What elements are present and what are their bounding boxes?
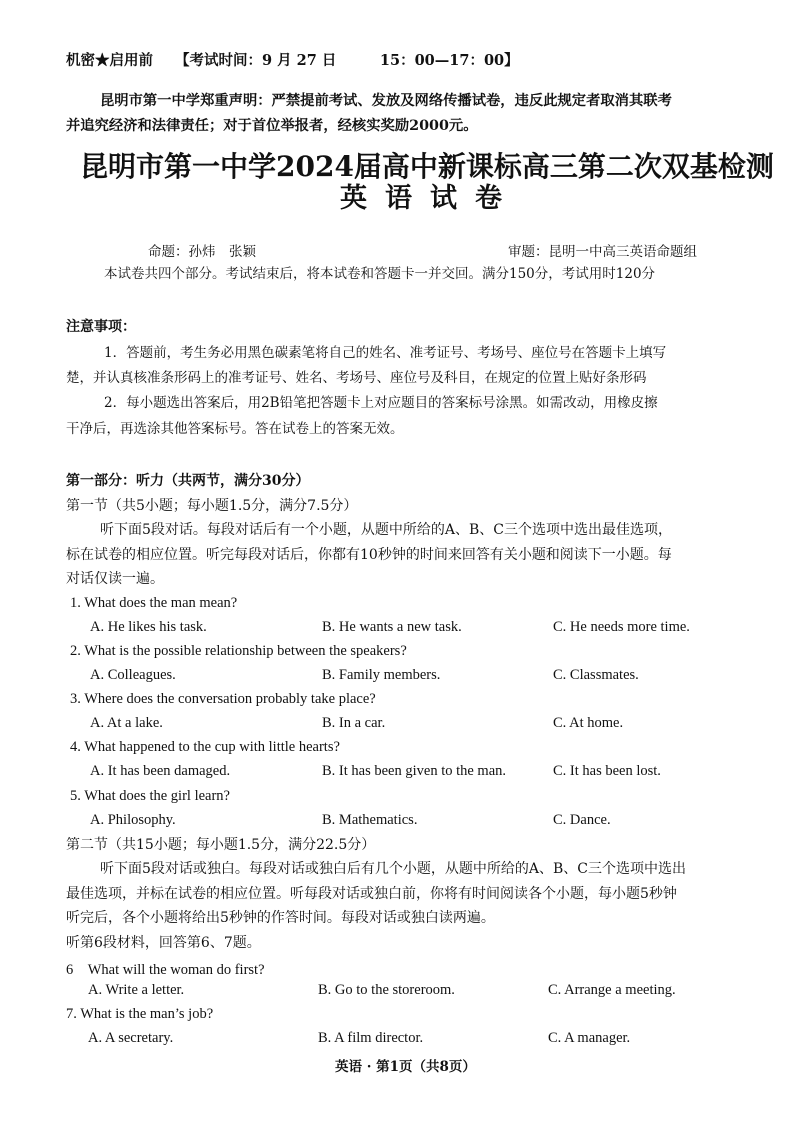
page-footer: 英语 · 第1页（共8页） [335, 1059, 476, 1075]
question-5-option-b: B. Mathematics. [322, 812, 418, 828]
question-1: 1. What does the man mean? [70, 595, 238, 611]
exam-subtitle: 英语试卷 [340, 183, 520, 214]
question-6: 6 What will the woman do first? [66, 962, 265, 978]
question-5: 5. What does the girl learn? [70, 788, 230, 804]
confidential-label: 机密★启用前 [66, 52, 153, 69]
question-2-option-a: A. Colleagues. [90, 667, 176, 683]
attention-heading: 注意事项： [66, 319, 136, 335]
question-4: 4. What happened to the cup with little hearts? [70, 739, 340, 755]
question-2-option-b: B. Family members. [322, 667, 441, 683]
question-1-option-a: A. He likes his task. [90, 619, 207, 635]
section1-instruction-line-1: 听下面5段对话。每段对话后有一个小题，从题中所给的A、B、C三个选项中选出最佳选项， [100, 522, 673, 538]
question-6-option-b: B. Go to the storeroom. [318, 982, 455, 998]
section2-instruction-line-3: 听完后，各个小题将给出5秒钟的作答时间。每段对话或独白读两遍。 [66, 910, 495, 926]
attention-item-1-line-1: 1．答题前，考生务必用黑色碳素笔将自己的姓名、准考证号、考场号、座位号在答题卡上填写 [104, 345, 667, 361]
section2-instruction-line-2: 最佳选项，并标在试卷的相应位置。听每段对话或独白前，你将有时间阅读各个小题，每小题5秒钟 [66, 886, 677, 902]
question-3-option-c: C. At home. [553, 715, 624, 731]
exam-time: 【考试时间：9 月 27 日 15：00—17：00】 [175, 52, 519, 69]
attention-item-2-line-2: 干净后，再选涂其他答案标号。答在试卷上的答案无效。 [66, 421, 404, 437]
setter-label: 命题：孙炜 张颖 [148, 244, 256, 260]
attention-item-1-line-2: 楚，并认真核准条形码上的准考证号、姓名、考场号、座位号及科目，在规定的位置上贴好条形码 [66, 370, 647, 386]
question-3: 3. Where does the conversation probably take place? [70, 691, 376, 707]
section1-heading: 第一节（共5小题；每小题1.5分，满分7.5分） [66, 498, 358, 514]
question-4-option-b: B. It has been given to the man. [322, 763, 507, 779]
reviewer-label: 审题：昆明一中高三英语命题组 [508, 244, 697, 260]
question-7-option-b: B. A film director. [318, 1030, 424, 1046]
question-3-option-b: B. In a car. [322, 715, 386, 731]
material-6-label: 听第6段材料，回答第6、7题。 [66, 935, 261, 951]
section2-instruction-line-1: 听下面5段对话或独白。每段对话或独白后有几个小题，从题中所给的A、B、C三个选项中选出 [100, 861, 687, 877]
section1-instruction-line-2: 标在试卷的相应位置。听完每段对话后，你都有10秒钟的时间来回答有关小题和阅读下一小题。每 [66, 547, 672, 563]
question-2: 2. What is the possible relationship between the speakers? [70, 643, 407, 659]
intro-text: 本试卷共四个部分。考试结束后，将本试卷和答题卡一并交回。满分150分，考试用时120分 [104, 266, 656, 282]
question-5-option-a: A. Philosophy. [90, 812, 176, 828]
question-6-option-a: A. Write a letter. [88, 982, 185, 998]
question-5-option-c: C. Dance. [553, 812, 611, 828]
exam-title: 昆明市第一中学2024届高中新课标高三第二次双基检测 [80, 150, 774, 183]
notice-line-1: 昆明市第一中学郑重声明：严禁提前考试、发放及网络传播试卷，违反此规定者取消其联考 [100, 93, 672, 109]
question-1-option-b: B. He wants a new task. [322, 619, 462, 635]
question-4-option-a: A. It has been damaged. [90, 763, 231, 779]
question-1-option-c: C. He needs more time. [553, 619, 690, 635]
question-2-option-c: C. Classmates. [553, 667, 639, 683]
question-7: 7. What is the man’s job? [66, 1006, 214, 1022]
question-4-option-c: C. It has been lost. [553, 763, 661, 779]
question-6-option-c: C. Arrange a meeting. [548, 982, 676, 998]
question-7-option-a: A. A secretary. [88, 1030, 174, 1046]
question-7-option-c: C. A manager. [548, 1030, 631, 1046]
section2-heading: 第二节（共15小题；每小题1.5分，满分22.5分） [66, 837, 376, 853]
notice-line-2: 并追究经济和法律责任；对于首位举报者，经核实奖励2000元。 [66, 118, 478, 134]
question-3-option-a: A. At a lake. [90, 715, 163, 731]
attention-item-2-line-1: 2．每小题选出答案后，用2B铅笔把答题卡上对应题目的答案标号涂黑。如需改动，用橡皮擦 [104, 395, 658, 411]
section1-instruction-line-3: 对话仅读一遍。 [66, 571, 164, 587]
part1-heading: 第一部分：听力（共两节，满分30分） [66, 473, 310, 489]
